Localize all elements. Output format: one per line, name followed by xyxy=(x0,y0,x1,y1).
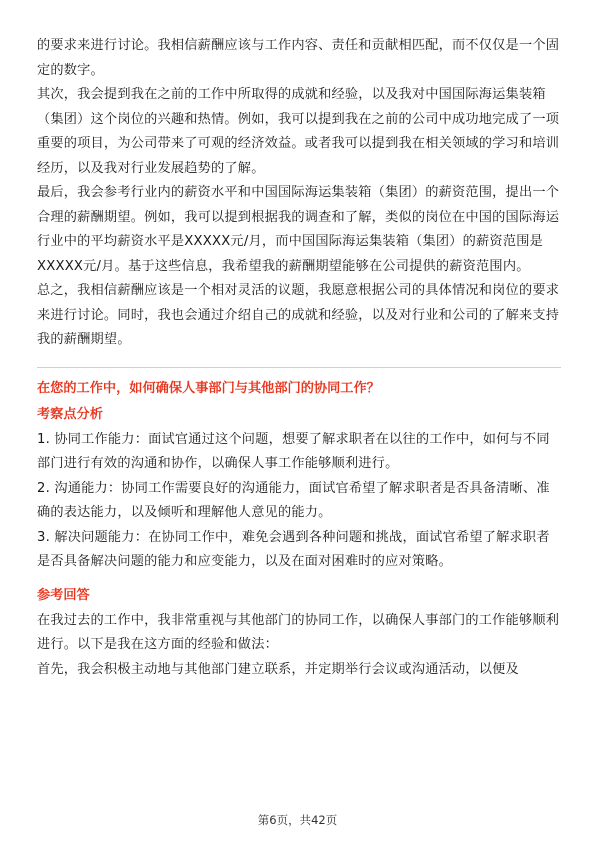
analysis-heading: 考察点分析 xyxy=(37,406,103,422)
intro-paragraph-1: 的要求来进行讨论。我相信薪酬应该与工作内容、责任和贡献相匹配，而不仅仅是一个固定的数字。 xyxy=(37,38,560,78)
intro-paragraph-2: 其次，我会提到我在之前的工作中所取得的成就和经验，以及我对中国国际海运集装箱（集团）这个岗位的兴趣和热情。例如，我可以提到我在之前的公司中成功地完成了一项重要的项目，为公司带来了可观的经济效益。或者我可以提到我在相关领域的学习和培训经历，以及我对行业发展趋势的了解。 xyxy=(37,87,560,176)
page-number: 第6页，共42页 xyxy=(257,813,338,827)
section-divider xyxy=(37,367,561,368)
answer-paragraph-1: 在我过去的工作中，我非常重视与其他部门的协同工作，以确保人事部门的工作能够顺利进行。以下是我在这方面的经验和做法： xyxy=(37,612,560,652)
answer-paragraph-2: 首先，我会积极主动地与其他部门建立联系，并定期举行会议或沟通活动，以便及 xyxy=(37,661,519,677)
intro-paragraph-4: 总之，我相信薪酬应该是一个相对灵活的议题，我愿意根据公司的具体情况和岗位的要求来进行讨论。同时，我也会通过介绍自己的成就和经验，以及对行业和公司的了解来支持我的薪酬期望。 xyxy=(37,283,560,347)
analysis-point-1: 1. 协同工作能力：面试官通过这个问题，想要了解求职者在以往的工作中，如何与不同部门进行有效的沟通和协作，以确保人事工作能够顺利进行。 xyxy=(37,431,550,471)
analysis-point-3: 3. 解决问题能力：在协同工作中，难免会遇到各种问题和挑战，面试官希望了解求职者是否具备解决问题的能力和应变能力，以及在面对困难时的应对策略。 xyxy=(37,529,550,569)
analysis-point-2: 2. 沟通能力：协同工作需要良好的沟通能力，面试官希望了解求职者是否具备清晰、准确的表达能力，以及倾听和理解他人意见的能力。 xyxy=(37,480,550,520)
page-content xyxy=(37,34,561,682)
question-title: 在您的工作中，如何确保人事部门与其他部门的协同工作？ xyxy=(37,380,380,396)
intro-paragraph-3: 最后，我会参考行业内的薪资水平和中国国际海运集装箱（集团）的薪资范围，提出一个合理的薪酬期望。例如，我可以提到根据我的调查和了解，类似的岗位在中国的国际海运行业中的平均薪资水平是XXXXX元/月，而中国国际海运集装箱（集团）的薪资范围是XXXXX元/月。基于这些信息，我希望我的薪酬期望能够在公司提供的薪资范围内。 xyxy=(37,185,560,274)
answer-heading: 参考回答 xyxy=(37,587,90,603)
